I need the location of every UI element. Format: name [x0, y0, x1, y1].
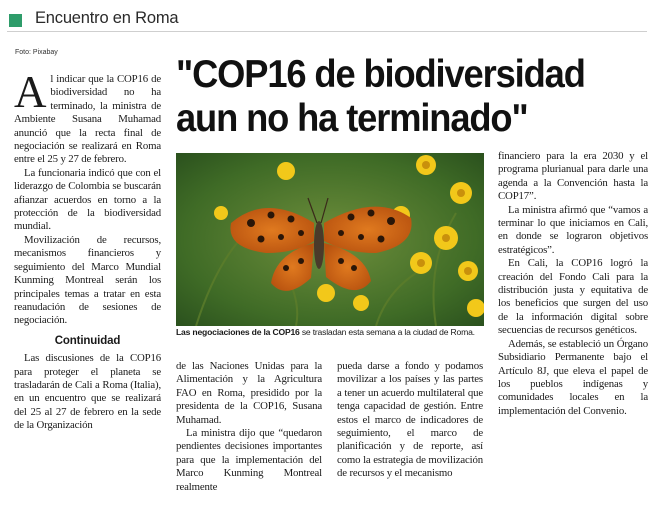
section-marker-icon: [9, 14, 22, 27]
paragraph: financiero para la era 2030 y el programa plurianual para darle una agenda a la Convención hasta la COP17”.: [498, 150, 648, 203]
headline: [176, 53, 613, 141]
subheading: Continuidad: [54, 334, 121, 347]
lead-text: l indicar que la COP16 de biodiversidad no ha terminado, la ministra de Ambiente Susana Muhamad anunció que la recta final de negociación se realizará en Roma entre el 25 y 27 de febrero.: [14, 73, 161, 166]
photo-credit: Foto: Pixabay: [15, 49, 58, 56]
caption-text: se trasladan esta semana a la ciudad de Roma.: [299, 327, 475, 337]
paragraph: La ministra dijo que “quedaron pendientes decisiones importantes para que la implementación del Marco Kunming Montreal realmente: [176, 427, 322, 493]
paragraph: La ministra afirmó que “vamos a terminar lo que iniciamos en Cali, en donde se lograron objetivos estratégicos”.: [498, 203, 648, 256]
section-label: Encuentro en Roma: [35, 9, 179, 27]
butterfly-photo-icon: [176, 153, 484, 326]
drop-cap: A: [14, 67, 47, 117]
paragraph: En Cali, la COP16 logró la creación del Fondo Cali para la distribución justa y equitativa de los beneficios que surgen del uso de la información digital sobre secuencias de recursos genéticos.: [498, 257, 648, 337]
headline-line-2: aun no ha terminado": [176, 97, 528, 140]
article-photo: [176, 153, 484, 326]
paragraph: La funcionaria indicó que con el liderazgo de Colombia se buscarán afianzar acuerdos en torno a la protección de la biodiversidad mundial.: [14, 166, 161, 233]
paragraph: Movilización de recursos, mecanismos financieros y seguimiento del Marco Mundial Kunming Montreal serán los principales temas a tratar en esta reanudación de sesiones de negociación.: [14, 233, 161, 327]
caption-bold: Las negociaciones de la COP16: [176, 327, 300, 337]
article-column-4: [498, 150, 648, 418]
lead-paragraph: [14, 67, 161, 167]
section-header: [7, 8, 647, 32]
paragraph: Además, se estableció un Órgano Subsidiario Permanente bajo el Artículo 8J, que eleva el papel de los pueblos indígenas y comunidades locales en la implementación del Convenio.: [498, 337, 648, 417]
article-column-1: [14, 67, 161, 433]
photo-caption: [176, 327, 488, 338]
paragraph: de las Naciones Unidas para la Alimentación y la Agricultura FAO en Roma, presidido por la presidenta de la COP16, Susana Muhamad.: [176, 360, 322, 426]
paragraph: Las discusiones de la COP16 para proteger el planeta se trasladarán de Cali a Roma (Italia), en un encuentro que se realizará del 25 al 27 de febrero en la sede de la Organización: [14, 352, 161, 432]
article-column-3: [337, 360, 483, 481]
article-column-2: [176, 360, 322, 494]
headline-line-1: "COP16 de biodiversidad: [176, 53, 585, 96]
paragraph: pueda darse a fondo y podamos movilizar a los países y las partes a tener un acuerdo multilateral que tenga capacidad de gestión. Entre estos el marco de indicadores de seguimiento, el marco de planificación y de reporte, así como la estrategia de movilización de recursos y el mecanismo: [337, 360, 483, 480]
